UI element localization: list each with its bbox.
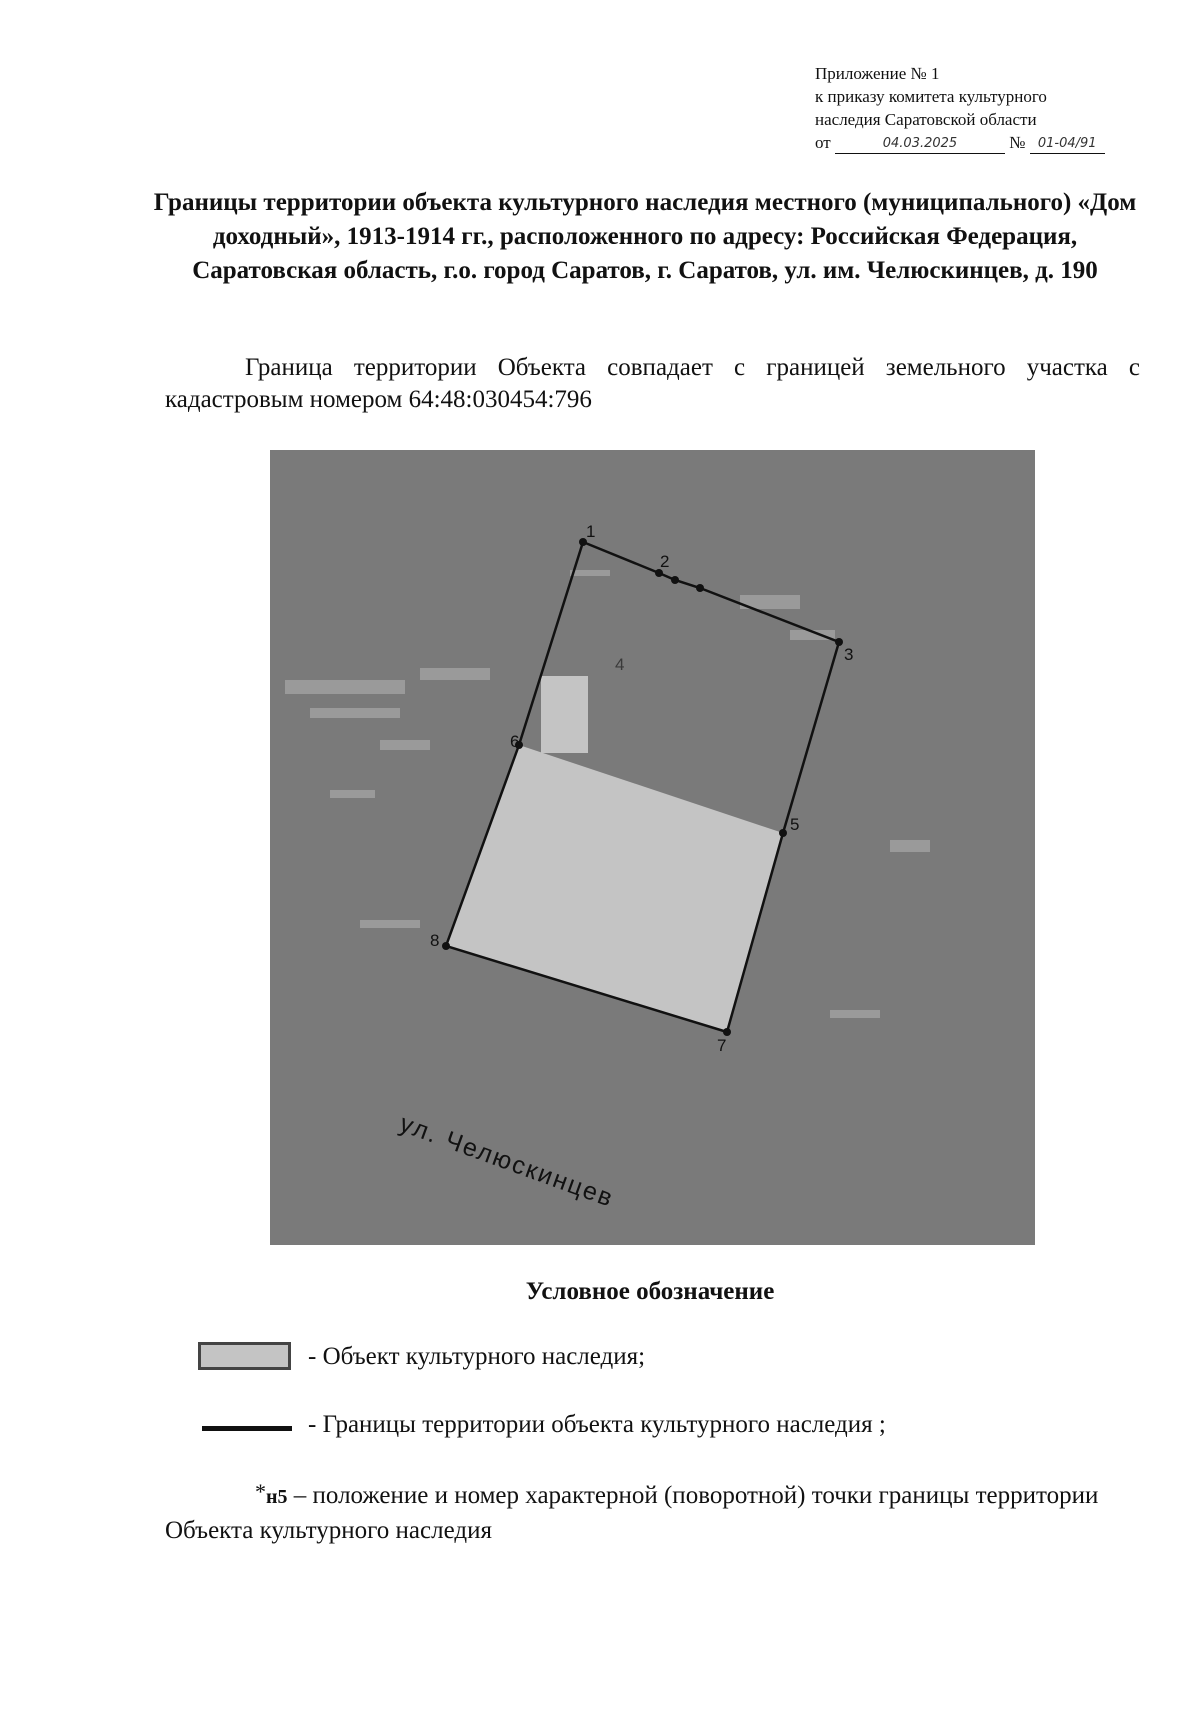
boundary-map: [270, 450, 1035, 1245]
footnote-point-marker: н5: [266, 1486, 288, 1508]
point-label-1: 1: [586, 522, 596, 541]
legend-title: Условное обозначение: [525, 1278, 775, 1305]
legend-boundary-swatch: [202, 1426, 292, 1431]
appendix-line-2: к приказу комитета культурного: [815, 87, 1047, 106]
order-number: 01-04/91: [1030, 135, 1105, 154]
point-label-7: 7: [717, 1036, 727, 1055]
turning-point: [723, 1028, 731, 1036]
from-label: от: [815, 133, 831, 152]
heritage-object-area: [446, 745, 783, 1032]
number-label: №: [1009, 133, 1026, 152]
appendix-line-3: наследия Саратовской области: [815, 110, 1037, 129]
footnote-text: – положение и номер характерной (поворотной) точки границы территории Объекта культурного наследия: [165, 1482, 1099, 1544]
document-title: Границы территории объекта культурного наследия местного (муниципального) «Дом доходный», 1913-1914 гг., расположенного по адресу: Российская Федерация, Саратовская область, г.о. город Саратов, г. Саратов, ул. им. Челюскинцев, д. 190: [153, 189, 1137, 284]
turning-point: [696, 584, 704, 592]
turning-point: [835, 638, 843, 646]
point-label-5: 5: [790, 815, 800, 834]
point-label-8: 8: [430, 931, 440, 950]
turning-point: [779, 829, 787, 837]
point-label-4: 4: [615, 655, 625, 674]
map-drawing: [270, 450, 1035, 1245]
footnote-star: *: [255, 1479, 266, 1504]
appendix-date-row: [815, 131, 1155, 154]
point-footnote: [165, 1475, 1125, 1548]
boundary-description: Граница территории Объекта совпадает с границей земельного участка с кадастровым номером 64:48:030454:796: [165, 354, 1140, 413]
turning-point: [671, 576, 679, 584]
appendix-line-1: Приложение № 1: [815, 64, 940, 83]
legend-object-label: - Объект культурного наследия;: [308, 1343, 646, 1370]
order-date: 04.03.2025: [835, 135, 1005, 154]
appendix-block: [815, 62, 1155, 154]
legend-object-swatch: [198, 1342, 291, 1370]
street-label: ул. Челюскинцев: [395, 1109, 618, 1213]
turning-point: [442, 942, 450, 950]
point-label-2: 2: [660, 552, 670, 571]
point-label-3: 3: [844, 645, 854, 664]
object-annex: [541, 676, 588, 753]
legend-boundary-label: - Границы территории объекта культурного наследия ;: [308, 1411, 886, 1438]
point-label-6: 6: [510, 732, 520, 751]
